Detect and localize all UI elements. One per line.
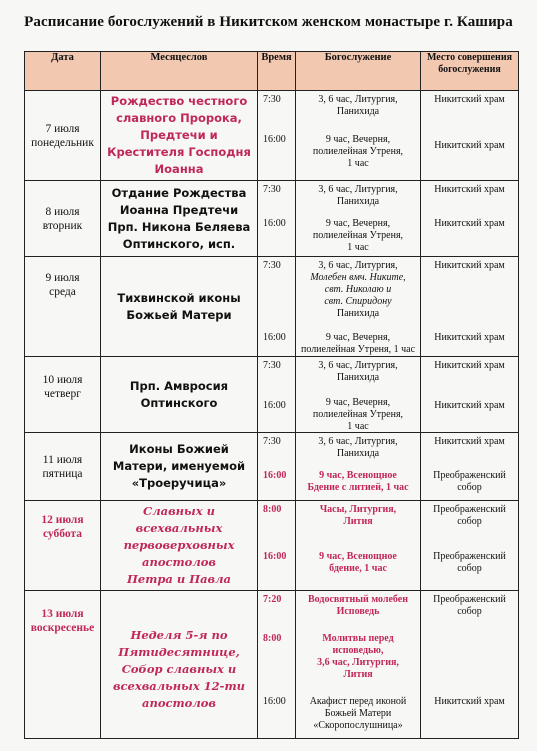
menologion-cell	[101, 433, 258, 501]
time-cell	[258, 91, 296, 181]
service-line: 1 час	[347, 158, 369, 169]
saint-line: Тихвинской иконы	[117, 290, 241, 305]
service-line: 1 час	[347, 242, 369, 253]
time-2: 16:00	[263, 332, 286, 343]
service-line: 9 час, Всенощное	[319, 470, 397, 481]
saint-line: Петра и Павла	[127, 572, 231, 586]
service-cell	[296, 91, 421, 181]
service-line: Панихида	[336, 372, 380, 383]
service-line: Исповедь	[336, 606, 380, 617]
menologion-cell	[101, 591, 258, 739]
place-cell	[421, 181, 519, 257]
header-service: Богослужение	[296, 52, 421, 91]
service-1	[298, 504, 418, 528]
date-cell	[25, 357, 101, 433]
service-3	[298, 696, 418, 732]
time-2: 16:00	[263, 470, 287, 481]
service-line: 9 час, Вечерня,	[325, 218, 391, 229]
place-2: Преображенский собор	[433, 551, 506, 574]
saint-line: Крестителя Господня	[107, 145, 251, 159]
service-line: полиелейная Утреня, 1 час	[300, 344, 416, 355]
service-line: полиелейная Утреня,	[312, 409, 404, 420]
date-cell	[25, 591, 101, 739]
place-cell	[421, 91, 519, 181]
date-weekday: суббота	[42, 528, 83, 540]
table-row	[25, 501, 519, 591]
service-2	[298, 397, 418, 433]
table-header	[25, 52, 519, 91]
time-2: 8:00	[263, 633, 282, 644]
date-cell	[25, 433, 101, 501]
date-weekday: четверг	[44, 388, 81, 400]
place-2: Никитский храм	[434, 400, 505, 411]
time-1: 7:30	[263, 184, 281, 195]
service-line: Панихида	[336, 196, 380, 207]
service-line: полиелейная Утреня,	[312, 146, 404, 157]
service-line: Часы, Литургия,	[319, 504, 397, 515]
header-date: Дата	[25, 52, 101, 91]
service-1	[298, 436, 418, 460]
time-3: 16:00	[263, 696, 286, 707]
service-line: свт. Спиридону	[324, 296, 392, 307]
header-time: Время	[258, 52, 296, 91]
schedule-table	[24, 51, 519, 739]
service-2	[298, 633, 418, 681]
saint-line: Иоанна Предтечи	[119, 202, 239, 217]
time-1: 8:00	[263, 504, 282, 515]
date-cell	[25, 257, 101, 357]
place-cell	[421, 501, 519, 591]
service-cell	[296, 591, 421, 739]
service-line: 3,6 час, Литургия,	[317, 657, 399, 668]
saint-line: Рождество честного	[110, 94, 248, 108]
header-menologion: Месяцеслов	[101, 52, 258, 91]
service-line: Молебен вмч. Никите,	[310, 272, 406, 283]
service-line: 1 час	[347, 421, 369, 432]
menologion-cell	[101, 501, 258, 591]
saint-line: Иконы Божией	[129, 442, 229, 456]
place-1: Преображенский собор	[433, 594, 506, 617]
service-line: 3, 6 час, Литургия,	[318, 436, 398, 447]
date-day: 11 июля	[42, 453, 83, 466]
date-cell	[25, 91, 101, 181]
service-line: 3, 6 час, Литургия,	[318, 360, 398, 371]
saint-line: Пятидесятнице,	[118, 645, 240, 659]
date-day: 8 июля	[45, 205, 80, 218]
service-line: 9 час, Вечерня,	[325, 332, 391, 343]
place-2: Преображенский собор	[433, 470, 506, 493]
service-line: Панихида	[336, 448, 380, 459]
service-line: бдение, 1 час	[329, 563, 387, 574]
service-line: 9 час, Вечерня,	[325, 134, 391, 145]
time-cell	[258, 257, 296, 357]
time-2: 16:00	[263, 218, 286, 229]
service-1	[298, 260, 418, 320]
service-line: Панихида	[336, 106, 380, 117]
time-1: 7:30	[263, 360, 281, 371]
service-2	[298, 134, 418, 170]
service-line: 9 час, Вечерня,	[325, 397, 391, 408]
service-line: Божьей Матери	[324, 708, 392, 719]
place-1: Никитский храм	[434, 436, 505, 447]
service-2	[298, 470, 418, 494]
saint-line: Отдание Рождества	[111, 185, 247, 200]
saint-line: Славных и	[143, 504, 215, 518]
service-cell	[296, 181, 421, 257]
date-day: 10 июля	[42, 374, 83, 386]
saint-line: Прп. Никона Беляева	[107, 219, 251, 234]
service-line: Панихида	[336, 308, 380, 319]
time-2: 16:00	[263, 400, 286, 411]
time-cell	[258, 181, 296, 257]
date-weekday: вторник	[42, 219, 83, 232]
menologion-cell	[101, 257, 258, 357]
time-cell	[258, 501, 296, 591]
service-1	[298, 594, 418, 618]
saint-line: Неделя 5-я по	[130, 628, 228, 642]
service-cell	[296, 357, 421, 433]
saint-line: апостолов	[142, 696, 216, 710]
time-1: 7:20	[263, 594, 282, 605]
service-1	[298, 184, 418, 208]
place-1: Никитский храм	[434, 260, 505, 271]
place-2: Никитский храм	[434, 332, 505, 343]
table-row	[25, 433, 519, 501]
saint-line: Предтечи и	[140, 128, 218, 142]
service-2	[298, 218, 418, 254]
service-line: Акафист перед иконой	[309, 696, 407, 707]
date-day: 13 июля	[41, 608, 84, 620]
service-cell	[296, 257, 421, 357]
menologion-cell	[101, 357, 258, 433]
date-day: 9 июля	[45, 272, 80, 284]
time-cell	[258, 591, 296, 739]
date-weekday: пятница	[42, 467, 83, 480]
place-1: Никитский храм	[434, 184, 505, 195]
place-cell	[421, 357, 519, 433]
place-1: Никитский храм	[434, 94, 505, 105]
saint-line: всехвальных 12-ти	[113, 679, 245, 693]
date-weekday: среда	[49, 286, 76, 298]
service-line: Бдение с литией, 1 час	[307, 482, 409, 493]
table-row	[25, 181, 519, 257]
service-line: 3, 6 час, Литургия,	[318, 94, 398, 105]
service-line: Молитвы перед	[322, 633, 394, 644]
service-line: Водосвятный молебен	[308, 594, 408, 605]
page-title: Расписание богослужений в Никитском женском монастыре г. Кашира	[24, 14, 513, 30]
service-1	[298, 94, 418, 118]
date-weekday: понедельник	[31, 136, 94, 149]
saint-line: апостолов	[142, 555, 216, 569]
saint-line: Божьей Матери	[126, 307, 232, 322]
date-day: 7 июля	[45, 122, 80, 135]
service-cell	[296, 433, 421, 501]
service-1	[298, 360, 418, 384]
service-2	[298, 332, 418, 356]
time-1: 7:30	[263, 94, 281, 105]
saint-line: Оптинского, исп.	[122, 236, 236, 251]
saint-line: славного Пророка,	[116, 111, 242, 125]
saint-line: Оптинского	[140, 395, 218, 410]
date-cell	[25, 181, 101, 257]
date-weekday: воскресенье	[30, 622, 95, 634]
time-1: 7:30	[263, 436, 281, 447]
place-3: Никитский храм	[434, 696, 505, 707]
time-1: 7:30	[263, 260, 281, 271]
table-row	[25, 591, 519, 739]
menologion-cell	[101, 181, 258, 257]
time-cell	[258, 357, 296, 433]
place-2: Никитский храм	[434, 140, 505, 151]
service-cell	[296, 501, 421, 591]
time-2: 16:00	[263, 551, 287, 562]
service-line: 3, 6 час, Литургия,	[318, 184, 398, 195]
place-cell	[421, 433, 519, 501]
service-line: исповедью,	[332, 645, 384, 656]
saint-line: Прп. Амвросия	[129, 378, 229, 393]
place-2: Никитский храм	[434, 218, 505, 229]
saint-line: всехвальных	[135, 521, 223, 535]
service-line: Лития	[343, 516, 373, 527]
saint-line: Собор славных и	[121, 662, 237, 676]
place-cell	[421, 257, 519, 357]
time-2: 16:00	[263, 134, 286, 145]
time-cell	[258, 433, 296, 501]
date-day: 12 июля	[41, 514, 84, 526]
service-line: 3, 6 час, Литургия,	[318, 260, 398, 271]
place-1: Преображенский собор	[433, 504, 506, 527]
service-line: Лития	[343, 669, 373, 680]
date-cell	[25, 501, 101, 591]
saint-line: Иоанна	[154, 162, 204, 176]
service-2	[298, 551, 418, 575]
table-row	[25, 257, 519, 357]
place-1: Никитский храм	[434, 360, 505, 371]
saint-line: «Троеручица»	[131, 476, 227, 490]
saint-line: первоверховных	[123, 538, 235, 552]
saint-line: Матери, именуемой	[112, 459, 246, 473]
service-line: свт. Николаю и	[324, 284, 392, 295]
service-line: полиелейная Утреня,	[312, 230, 404, 241]
table-row	[25, 91, 519, 181]
place-cell	[421, 591, 519, 739]
header-place: Место совершения богослужения	[421, 52, 519, 91]
menologion-cell	[101, 91, 258, 181]
service-line: «Скоропослушница»	[313, 720, 403, 731]
service-line: 9 час, Всенощное	[319, 551, 397, 562]
table-row	[25, 357, 519, 433]
